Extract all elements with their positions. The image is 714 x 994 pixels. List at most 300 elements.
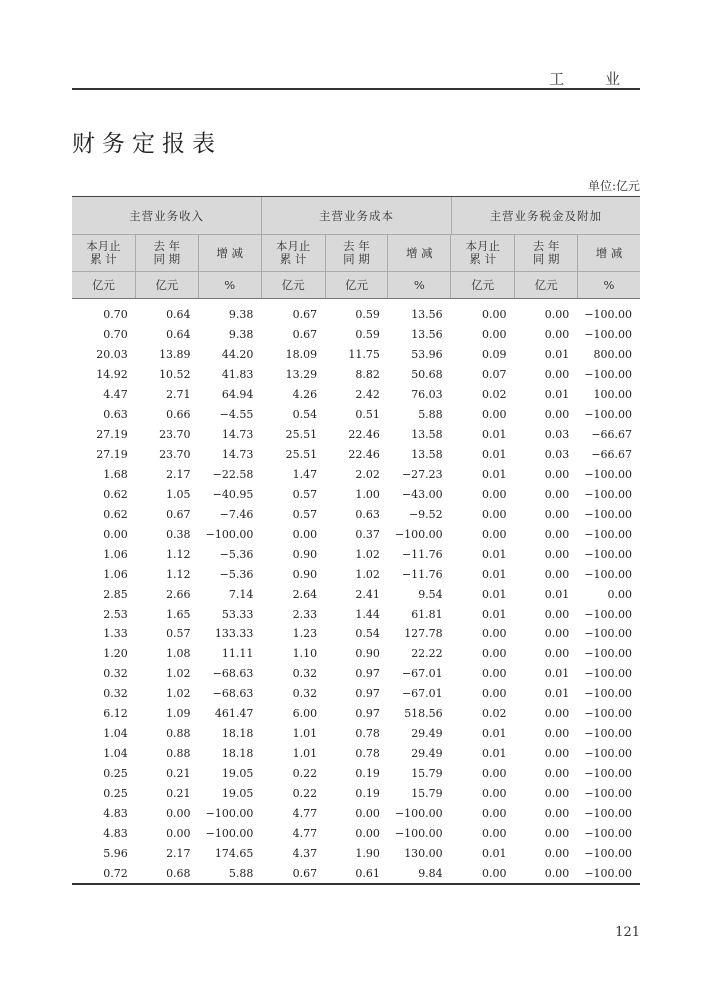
table-cell: 0.72 [103, 866, 128, 880]
table-cell: −100.00 [584, 547, 633, 561]
subcolumn-header-row [72, 235, 640, 272]
table-cell: 1.65 [166, 607, 191, 621]
table-cell: 18.18 [221, 727, 254, 741]
table-cell: −100.00 [394, 527, 443, 541]
unit-header: % [387, 272, 450, 298]
table-cell: 23.70 [159, 428, 191, 442]
table-cell: 10.52 [159, 368, 191, 382]
table-cell: 0.21 [166, 767, 191, 781]
table-cell: 0.32 [103, 687, 128, 701]
table-row [72, 784, 640, 804]
table-cell: 0.00 [544, 507, 570, 521]
table-cell: 0.90 [292, 567, 318, 581]
table-cell: −5.36 [219, 567, 254, 581]
table-row [72, 305, 640, 325]
table-cell: 0.57 [292, 487, 318, 501]
table-cell: 15.79 [411, 767, 443, 781]
table-cell: 130.00 [404, 846, 443, 860]
table-cell: 1.02 [166, 687, 191, 701]
table-cell: 0.00 [481, 487, 507, 501]
table-cell: 1.20 [103, 647, 128, 661]
table-cell: 0.03 [544, 428, 570, 442]
table-cell: −100.00 [584, 846, 633, 860]
table-cell: 6.00 [292, 707, 318, 721]
table-cell: 64.94 [221, 388, 254, 402]
table-cell: 25.51 [285, 448, 318, 462]
table-cell: 4.83 [103, 826, 128, 840]
table-row [72, 684, 640, 704]
table-cell: −100.00 [584, 647, 633, 661]
table-cell: 0.00 [544, 527, 570, 541]
table-cell: 0.00 [544, 567, 570, 581]
table-cell: −100.00 [584, 866, 633, 880]
table-cell: 0.01 [544, 348, 570, 362]
table-cell: 27.19 [96, 448, 128, 462]
table-cell: −100.00 [584, 527, 633, 541]
table-cell: 11.75 [348, 348, 380, 362]
table-cell: 0.38 [166, 527, 191, 541]
table-cell: 133.33 [214, 627, 254, 641]
table-cell: 0.01 [481, 587, 507, 601]
group-header-revenue: 主营业务收入 [129, 208, 205, 223]
table-cell: 2.17 [166, 846, 191, 860]
table-cell: −100.00 [205, 806, 254, 820]
table-cell: 0.67 [292, 866, 318, 880]
table-body [72, 299, 640, 883]
table-row [72, 584, 640, 604]
table-cell: −100.00 [584, 507, 633, 521]
table-cell: −100.00 [205, 527, 254, 541]
table-cell: 461.47 [214, 707, 254, 721]
table-cell: 0.03 [544, 448, 570, 462]
table-row [72, 325, 640, 345]
table-cell: −100.00 [584, 408, 633, 422]
table-row [72, 843, 640, 863]
table-row [72, 644, 640, 664]
table-cell: 23.70 [159, 448, 191, 462]
table-cell: 0.00 [544, 866, 570, 880]
table-cell: −11.76 [401, 567, 443, 581]
table-cell: 0.00 [481, 328, 507, 342]
table-cell: 1.10 [292, 647, 318, 661]
table-row [72, 624, 640, 644]
table-cell: 0.51 [355, 408, 380, 422]
table-cell: 0.01 [481, 547, 507, 561]
table-cell: 0.59 [355, 328, 380, 342]
table-cell: 0.19 [355, 767, 380, 781]
table-row [72, 724, 640, 744]
table-cell: −100.00 [584, 707, 633, 721]
table-cell: 0.63 [103, 408, 128, 422]
table-cell: 0.32 [292, 667, 318, 681]
table-cell: 1.00 [355, 487, 380, 501]
table-cell: 0.00 [544, 487, 570, 501]
table-cell: 53.33 [221, 607, 254, 621]
table-cell: 1.05 [166, 487, 191, 501]
table-cell: 0.00 [544, 846, 570, 860]
table-cell: −4.55 [219, 408, 254, 422]
table-cell: 1.12 [166, 567, 191, 581]
subcolumn-header: 增 减 [577, 235, 640, 271]
table-cell: 4.77 [292, 806, 318, 820]
table-cell: 9.38 [228, 328, 254, 342]
table-cell: 2.64 [292, 587, 318, 601]
table-row [72, 604, 640, 624]
table-cell: 1.12 [166, 547, 191, 561]
table-cell: 0.67 [292, 328, 318, 342]
table-cell: 0.00 [544, 707, 570, 721]
table-cell: 2.53 [103, 607, 128, 621]
table-cell: 2.41 [355, 587, 380, 601]
table-cell: 0.59 [355, 308, 380, 322]
table-cell: 2.17 [166, 467, 191, 481]
table-cell: 0.54 [355, 627, 380, 641]
table-cell: 13.58 [411, 428, 443, 442]
table-cell: 0.00 [292, 527, 318, 541]
table-cell: 13.89 [159, 348, 191, 362]
table-cell: 1.06 [103, 547, 128, 561]
table-cell: −100.00 [394, 826, 443, 840]
table-cell: 14.73 [221, 428, 254, 442]
subcolumn-header: 增 减 [387, 235, 450, 271]
table-cell: 0.00 [481, 527, 507, 541]
table-cell: 13.56 [411, 328, 443, 342]
table-cell: 6.12 [103, 707, 128, 721]
subcolumn-header: 本月止 累 计 [86, 239, 121, 266]
table-cell: 53.96 [411, 348, 443, 362]
table-cell: 4.47 [103, 388, 128, 402]
table-cell: 61.81 [411, 607, 443, 621]
table-cell: 1.23 [292, 627, 318, 641]
table-cell: 9.54 [418, 587, 443, 601]
table-cell: 1.68 [103, 467, 128, 481]
table-cell: 4.26 [292, 388, 318, 402]
table-cell: 0.00 [544, 607, 570, 621]
table-cell: 14.92 [96, 368, 128, 382]
subcolumn-header: 本月止 累 计 [261, 235, 325, 271]
section-label: 工 业 [549, 70, 638, 88]
table-cell: 0.68 [166, 866, 191, 880]
table-cell: 29.49 [411, 747, 443, 761]
table-cell: 0.00 [544, 727, 570, 741]
table-cell: −43.00 [401, 487, 443, 501]
table-row [72, 365, 640, 385]
subcolumn-header: 去 年 同 期 [135, 235, 198, 271]
table-cell: 0.01 [544, 687, 570, 701]
table-row [72, 764, 640, 784]
table-cell: −100.00 [584, 308, 633, 322]
table-cell: 0.00 [544, 786, 570, 800]
table-row [72, 744, 640, 764]
unit-header: 亿元 [514, 272, 577, 298]
table-cell: 0.07 [481, 368, 507, 382]
table-cell: −68.63 [212, 667, 254, 681]
table-row [72, 385, 640, 405]
unit-header-row [72, 272, 640, 299]
table-cell: −100.00 [584, 826, 633, 840]
table-cell: 2.33 [292, 607, 318, 621]
table-cell: −100.00 [584, 567, 633, 581]
table-cell: −66.67 [591, 428, 633, 442]
table-cell: 25.51 [285, 428, 318, 442]
table-cell: 0.64 [166, 328, 191, 342]
table-cell: 0.00 [544, 627, 570, 641]
table-cell: 1.47 [292, 467, 318, 481]
unit-header: % [577, 272, 640, 298]
table-row [72, 544, 640, 564]
table-cell: 0.01 [481, 448, 507, 462]
table-cell: 0.00 [481, 308, 507, 322]
table-cell: −100.00 [584, 727, 633, 741]
table-cell: 0.70 [103, 328, 128, 342]
table-cell: 0.32 [103, 667, 128, 681]
table-cell: 1.33 [103, 627, 128, 641]
table-cell: 0.32 [292, 687, 318, 701]
table-cell: 0.67 [166, 507, 191, 521]
table-cell: 0.00 [544, 747, 570, 761]
table-cell: 1.44 [355, 607, 380, 621]
table-cell: 0.70 [103, 308, 128, 322]
table-cell: 0.00 [544, 408, 570, 422]
table-cell: 0.25 [103, 767, 128, 781]
table-row [72, 504, 640, 524]
table-cell: −66.67 [591, 448, 633, 462]
table-cell: 0.97 [355, 707, 380, 721]
table-cell: 0.67 [292, 308, 318, 322]
table-cell: −9.52 [408, 507, 443, 521]
table-cell: 0.00 [544, 328, 570, 342]
table-cell: 0.78 [355, 747, 380, 761]
table-cell: 0.37 [355, 527, 380, 541]
table-cell: 0.00 [544, 547, 570, 561]
table-cell: −100.00 [584, 607, 633, 621]
table-cell: −40.95 [212, 487, 254, 501]
table-cell: 0.01 [544, 587, 570, 601]
table-cell: 0.01 [481, 428, 507, 442]
table-cell: 0.00 [481, 667, 507, 681]
table-cell: 18.09 [285, 348, 318, 362]
table-cell: 0.78 [355, 727, 380, 741]
table-cell: 1.04 [103, 747, 128, 761]
table-cell: 4.83 [103, 806, 128, 820]
table-cell: 0.00 [481, 507, 507, 521]
table-row [72, 863, 640, 883]
table-row [72, 484, 640, 504]
top-rule [72, 88, 640, 90]
table-cell: −100.00 [205, 826, 254, 840]
table-cell: 0.01 [481, 727, 507, 741]
group-header-tax: 主营业务税金及附加 [451, 197, 640, 234]
table-cell: 1.01 [292, 727, 318, 741]
table-row [72, 803, 640, 823]
table-cell: −68.63 [212, 687, 254, 701]
table-cell: 0.00 [544, 767, 570, 781]
table-cell: 0.01 [481, 467, 507, 481]
unit-header: 亿元 [135, 272, 198, 298]
table-cell: 13.29 [285, 368, 318, 382]
table-cell: 15.79 [411, 786, 443, 800]
table-cell: 0.00 [544, 647, 570, 661]
subcolumn-header: 去 年 同 期 [325, 235, 388, 271]
table-cell: 1.04 [103, 727, 128, 741]
table-cell: 18.18 [221, 747, 254, 761]
table-cell: −100.00 [584, 786, 633, 800]
table-cell: 0.00 [544, 826, 570, 840]
table-row [72, 823, 640, 843]
table-cell: 14.73 [221, 448, 254, 462]
table-cell: −27.23 [401, 467, 443, 481]
table-cell: 0.01 [544, 667, 570, 681]
table-cell: 1.06 [103, 567, 128, 581]
table-cell: 5.88 [228, 866, 254, 880]
financial-table [72, 196, 640, 883]
table-cell: 1.02 [166, 667, 191, 681]
table-cell: 0.22 [292, 786, 318, 800]
table-cell: −11.76 [401, 547, 443, 561]
table-cell: 8.82 [355, 368, 380, 382]
table-cell: 4.77 [292, 826, 318, 840]
table-row [72, 425, 640, 445]
table-cell: 20.03 [96, 348, 128, 362]
table-cell: 19.05 [221, 786, 254, 800]
table-cell: 1.02 [355, 547, 380, 561]
table-cell: 7.14 [228, 587, 254, 601]
table-cell: 2.02 [355, 467, 380, 481]
table-cell: −100.00 [584, 767, 633, 781]
table-cell: −100.00 [584, 667, 633, 681]
table-cell: −100.00 [584, 687, 633, 701]
table-cell: 50.68 [411, 368, 443, 382]
table-cell: 0.09 [481, 348, 507, 362]
table-row [72, 564, 640, 584]
unit-label: 单位:亿元 [587, 179, 640, 193]
table-cell: 0.97 [355, 687, 380, 701]
table-cell: 127.78 [404, 627, 443, 641]
table-cell: 0.00 [607, 587, 633, 601]
table-cell: 0.01 [481, 567, 507, 581]
group-header-row [72, 197, 640, 235]
table-row [72, 445, 640, 465]
table-cell: 9.38 [228, 308, 254, 322]
unit-header: % [198, 272, 261, 298]
table-cell: 2.85 [103, 587, 128, 601]
table-cell: 0.00 [481, 627, 507, 641]
table-cell: −5.36 [219, 547, 254, 561]
table-cell: 22.46 [348, 448, 380, 462]
table-cell: 0.00 [481, 806, 507, 820]
table-cell: 0.54 [292, 408, 318, 422]
table-cell: 0.90 [292, 547, 318, 561]
subcolumn-header: 增 减 [198, 235, 261, 271]
table-cell: 0.19 [355, 786, 380, 800]
unit-header: 亿元 [91, 277, 115, 292]
bottom-rule [72, 883, 640, 885]
table-cell: −100.00 [584, 368, 633, 382]
table-cell: 9.84 [418, 866, 443, 880]
table-cell: 2.42 [355, 388, 380, 402]
unit-header: 亿元 [261, 272, 325, 298]
table-cell: −100.00 [584, 627, 633, 641]
table-cell: 0.22 [292, 767, 318, 781]
table-cell: 0.00 [481, 866, 507, 880]
table-cell: 0.00 [481, 767, 507, 781]
unit-header: 亿元 [450, 272, 514, 298]
table-cell: 0.00 [544, 467, 570, 481]
table-cell: −100.00 [584, 806, 633, 820]
subcolumn-header: 本月止 累 计 [450, 235, 514, 271]
table-row [72, 405, 640, 425]
table-cell: 4.37 [292, 846, 318, 860]
table-cell: 1.09 [166, 707, 191, 721]
table-cell: 0.62 [103, 487, 128, 501]
table-cell: −100.00 [584, 747, 633, 761]
table-cell: −67.01 [401, 667, 443, 681]
table-cell: 1.01 [292, 747, 318, 761]
table-header [72, 197, 640, 299]
table-cell: 0.57 [166, 627, 191, 641]
table-cell: 1.90 [355, 846, 380, 860]
table-cell: 0.21 [166, 786, 191, 800]
table-cell: −7.46 [219, 507, 254, 521]
table-row [72, 524, 640, 544]
table-cell: 27.19 [96, 428, 128, 442]
table-cell: 0.00 [481, 826, 507, 840]
table-cell: 174.65 [214, 846, 254, 860]
table-cell: 0.97 [355, 667, 380, 681]
table-cell: −100.00 [584, 487, 633, 501]
table-cell: 0.01 [481, 607, 507, 621]
table-cell: 0.66 [166, 408, 191, 422]
table-cell: 0.61 [355, 866, 380, 880]
table-cell: −67.01 [401, 687, 443, 701]
table-row [72, 704, 640, 724]
table-cell: 22.22 [411, 647, 443, 661]
table-cell: 5.96 [103, 846, 128, 860]
table-cell: 11.11 [221, 647, 254, 661]
subcolumn-header: 去 年 同 期 [514, 235, 577, 271]
table-cell: −100.00 [584, 328, 633, 342]
table-cell: 0.02 [481, 707, 507, 721]
page-number: 121 [615, 925, 640, 940]
table-cell: 0.64 [166, 308, 191, 322]
table-cell: 100.00 [593, 388, 633, 402]
table-cell: 0.00 [481, 687, 507, 701]
table-cell: 0.88 [166, 747, 191, 761]
table-cell: 0.00 [103, 527, 128, 541]
table-cell: 19.05 [221, 767, 254, 781]
table-cell: 0.00 [544, 368, 570, 382]
group-header-cost: 主营业务成本 [261, 197, 450, 234]
table-cell: 0.90 [355, 647, 380, 661]
table-row [72, 465, 640, 485]
table-cell: 0.62 [103, 507, 128, 521]
table-cell: 0.00 [166, 806, 191, 820]
table-cell: −100.00 [394, 806, 443, 820]
table-cell: 0.88 [166, 727, 191, 741]
table-cell: 29.49 [411, 727, 443, 741]
table-cell: 2.66 [166, 587, 191, 601]
table-cell: 0.01 [544, 388, 570, 402]
table-cell: 0.00 [481, 786, 507, 800]
table-cell: 0.02 [481, 388, 507, 402]
table-cell: 0.57 [292, 507, 318, 521]
table-cell: 13.56 [411, 308, 443, 322]
table-cell: −22.58 [212, 467, 254, 481]
table-cell: 0.00 [166, 826, 191, 840]
table-cell: −100.00 [584, 467, 633, 481]
table-cell: 5.88 [418, 408, 443, 422]
table-cell: 0.00 [355, 826, 380, 840]
